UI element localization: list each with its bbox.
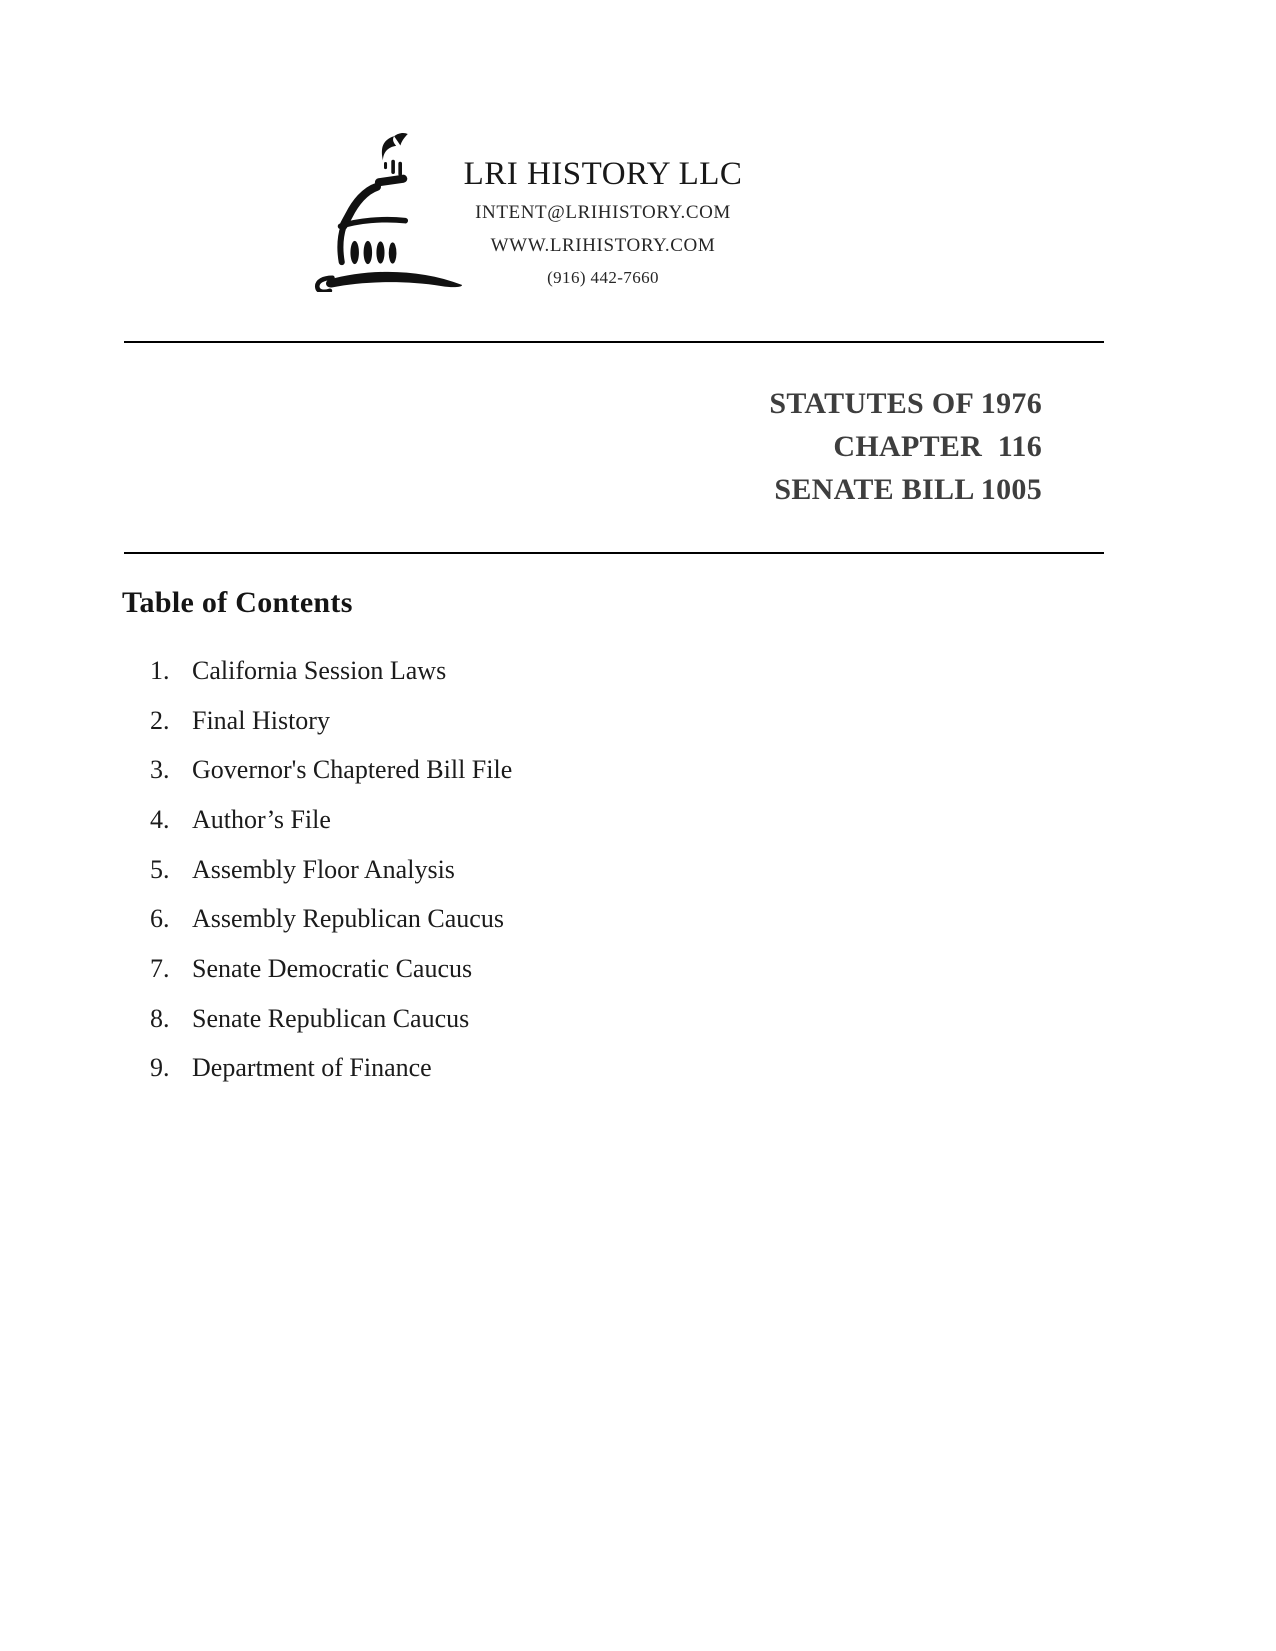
- statute-year: STATUTES OF 1976: [769, 387, 1042, 420]
- toc-item-label: California Session Laws: [192, 655, 447, 685]
- toc-title: Table of Contents: [122, 586, 353, 619]
- toc-item-label: Assembly Floor Analysis: [192, 854, 455, 884]
- toc-item-number: 9.: [150, 1053, 170, 1083]
- toc-item-number: 3.: [150, 755, 170, 785]
- toc-item-number: 1.: [150, 655, 170, 685]
- toc-item: [150, 795, 512, 845]
- toc-item: [150, 994, 512, 1044]
- toc-item-number: 4.: [150, 804, 170, 834]
- toc-item-number: 7.: [150, 953, 170, 983]
- statute-chapter: CHAPTER 116: [833, 430, 1042, 463]
- toc-item-label: Senate Democratic Caucus: [192, 953, 473, 983]
- toc-item: [150, 1044, 512, 1094]
- company-name: LRI HISTORY LLC: [463, 156, 743, 192]
- toc-item-label: Senate Republican Caucus: [192, 1003, 470, 1033]
- statute-block: [769, 382, 1042, 511]
- toc-item-number: 2.: [150, 705, 170, 735]
- toc-item-number: 5.: [150, 854, 170, 884]
- company-phone: (916) 442-7660: [547, 268, 659, 287]
- toc-item-number: 8.: [150, 1003, 170, 1033]
- toc-item: [150, 845, 512, 895]
- toc-item-label: Final History: [192, 705, 330, 735]
- toc-item-label: Author’s File: [192, 804, 331, 834]
- statute-bill: SENATE BILL 1005: [774, 473, 1042, 506]
- company-website: WWW.LRIHISTORY.COM: [490, 235, 716, 256]
- toc-item: [150, 696, 512, 746]
- toc-item-label: Governor's Chaptered Bill File: [192, 755, 513, 785]
- toc-list: [150, 646, 512, 1093]
- company-email: INTENT@LRIHISTORY.COM: [475, 202, 731, 223]
- divider-top: [124, 341, 1104, 343]
- toc-item: [150, 894, 512, 944]
- toc-item: [150, 745, 512, 795]
- toc-item: [150, 646, 512, 696]
- toc-item: [150, 944, 512, 994]
- divider-bottom: [124, 552, 1104, 554]
- toc-item-label: Assembly Republican Caucus: [192, 904, 504, 934]
- toc-item-label: Department of Finance: [192, 1053, 432, 1083]
- toc-item-number: 6.: [150, 904, 170, 934]
- letterhead: [403, 152, 803, 294]
